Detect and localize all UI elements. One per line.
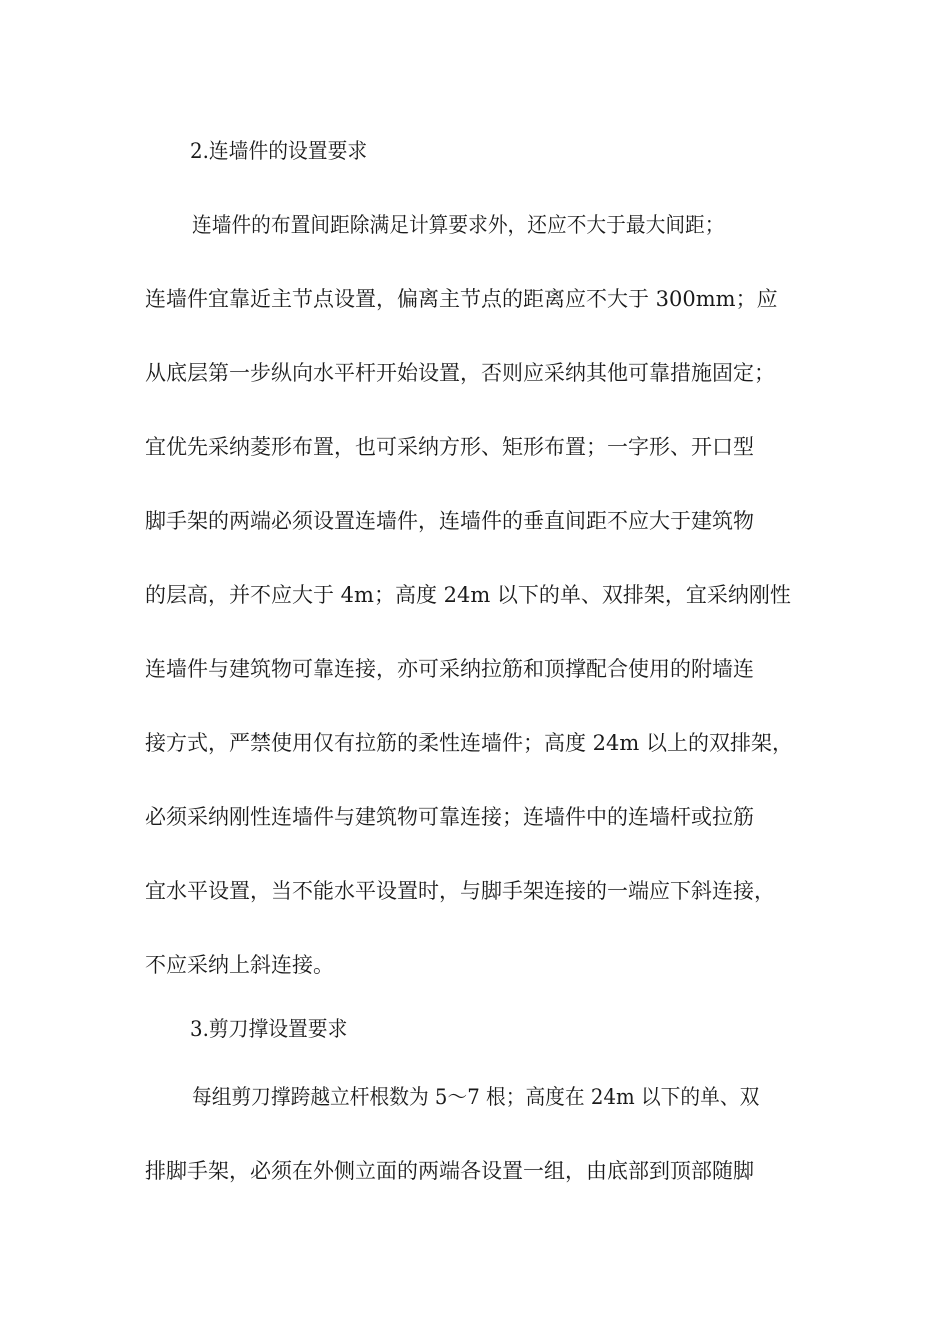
section-3-line-1: 每组剪刀撑跨越立杆根数为 5～7 根；高度在 24m 以下的单、双: [192, 1085, 760, 1109]
section-2-line-4: 宜优先采纳菱形布置，也可采纳方形、矩形布置；一字形、开口型: [145, 435, 754, 459]
section-3-line-2: 排脚手架，必须在外侧立面的两端各设置一组，由底部到顶部随脚: [145, 1159, 754, 1183]
section-2-line-8: 接方式，严禁使用仅有拉筋的柔性连墙件；高度 24m 以上的双排架，: [145, 731, 793, 755]
section-2-line-1: 连墙件的布置间距除满足计算要求外，还应不大于最大间距；: [192, 213, 725, 237]
section-2-line-6: 的层高，并不应大于 4m；高度 24m 以下的单、双排架，宜采纳刚性: [145, 583, 791, 607]
section-2-line-10: 宜水平设置，当不能水平设置时，与脚手架连接的一端应下斜连接，: [145, 879, 775, 903]
section-2-line-11: 不应采纳上斜连接。: [145, 953, 334, 977]
section-2-line-3: 从底层第一步纵向水平杆开始设置，否则应采纳其他可靠措施固定；: [145, 361, 775, 385]
section-2-heading: 2.连墙件的设置要求: [190, 139, 368, 163]
section-2-line-2: 连墙件宜靠近主节点设置，偏离主节点的距离应不大于 300mm；应: [145, 287, 778, 311]
section-2-line-9: 必须采纳刚性连墙件与建筑物可靠连接；连墙件中的连墙杆或拉筋: [145, 805, 754, 829]
section-2-line-7: 连墙件与建筑物可靠连接，亦可采纳拉筋和顶撑配合使用的附墙连: [145, 657, 754, 681]
section-2-line-5: 脚手架的两端必须设置连墙件，连墙件的垂直间距不应大于建筑物: [145, 509, 754, 533]
section-3-heading: 3.剪刀撑设置要求: [190, 1017, 348, 1041]
